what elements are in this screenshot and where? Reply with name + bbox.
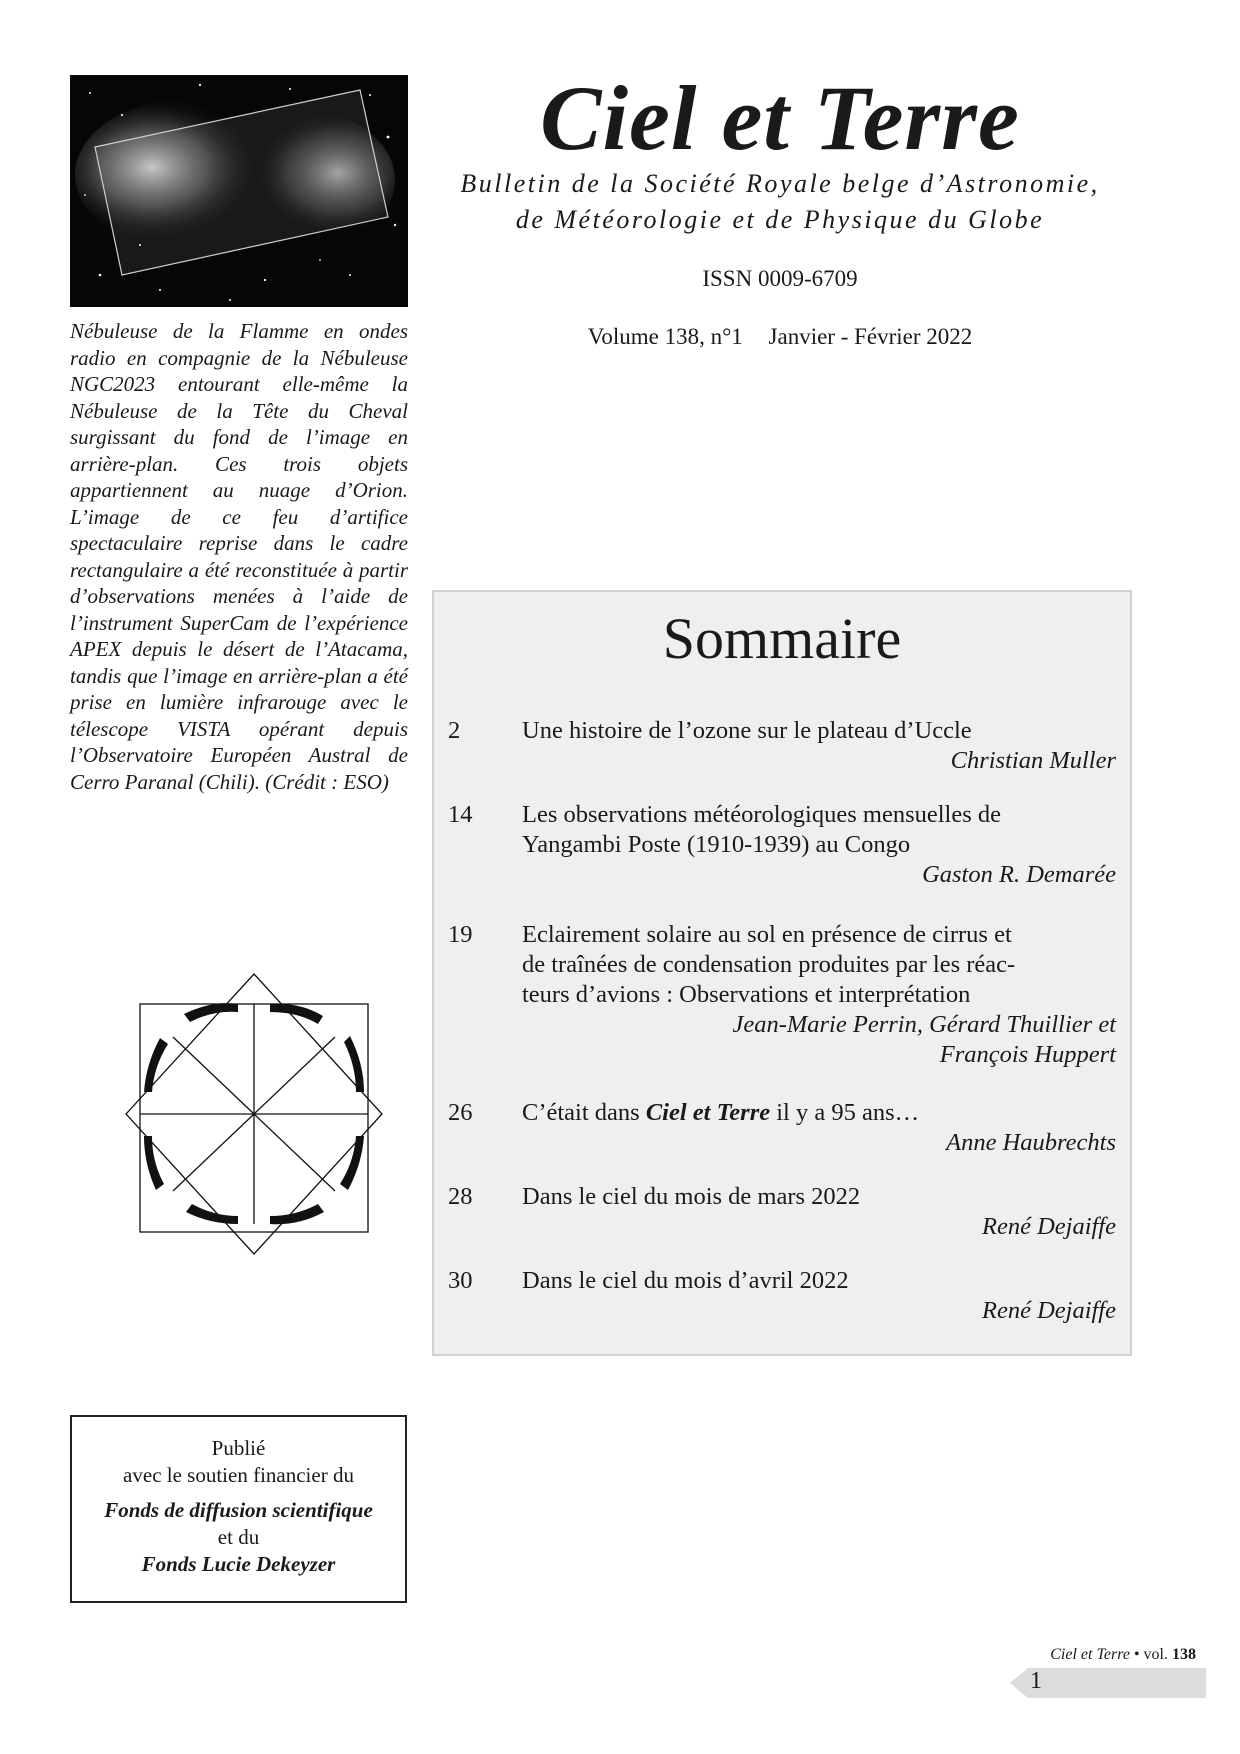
financial-support-box [70,1415,407,1603]
toc-article-title: Dans le ciel du mois d’avril 2022 [522,1267,849,1294]
footer-journal-name: Ciel et Terre [1050,1646,1130,1663]
subtitle-line: de Météorologie et de Physique du Globe [515,205,1045,234]
funder-name: Fonds Lucie Dekeyzer [141,1552,336,1576]
footer-vol-label: vol. [1143,1646,1168,1663]
toc-page-number: 14 [448,801,473,828]
toc-entry[interactable] [448,1182,1116,1242]
toc-entry[interactable] [448,920,1116,1070]
support-line: et du [217,1525,260,1549]
toc-entry[interactable] [448,1266,1116,1326]
toc-page-number: 26 [448,1099,473,1126]
footer-journal-ref [1000,1645,1196,1665]
toc-entry[interactable] [448,1098,1116,1158]
title-text: il y a 95 ans… [770,1099,920,1126]
journal-title: Ciel et Terre [540,67,1020,169]
table-of-contents [432,590,1132,1356]
page-number: 1 [1030,1668,1042,1694]
issue-date: Janvier - Février 2022 [768,324,973,349]
toc-author: Jean-Marie Perrin, Gérard Thuillier et [732,1011,1116,1038]
toc-article-title [522,1098,1116,1128]
toc-page-number: 2 [448,717,461,744]
volume-line [430,324,1130,350]
toc-entry[interactable] [448,800,1116,890]
toc-article-title: Les observations météorologiques mensuelles de [522,801,1001,828]
support-line: Publié [211,1436,266,1460]
toc-author: René Dejaiffe [981,1297,1116,1324]
toc-author: Anne Haubrechts [946,1129,1116,1156]
toc-article-title: Eclairement solaire au sol en présence de cirrus et [522,921,1012,948]
issn: ISSN 0009-6709 [702,266,858,291]
footer-bullet: • [1133,1646,1140,1663]
journal-subtitle [430,166,1130,238]
toc-article-title: Dans le ciel du mois de mars 2022 [522,1183,861,1210]
toc-page-number: 30 [448,1267,473,1294]
toc-author: René Dejaiffe [981,1213,1116,1240]
title-journal-name: Ciel et Terre [645,1099,771,1126]
toc-entry[interactable] [448,716,1116,776]
funder-name: Fonds de diffusion scientifique [104,1498,373,1522]
title-text: C’était dans [522,1099,646,1126]
society-logo [118,966,390,1262]
toc-article-title: Une histoire de l’ozone sur le plateau d’Uccle [522,717,972,744]
subtitle-line: Bulletin de la Société Royale belge d’Astronomie, [460,169,1100,198]
toc-title: Sommaire [662,606,902,671]
toc-article-title: teurs d’avions : Observations et interprétation [522,981,971,1008]
toc-article-title: Yangambi Poste (1910-1939) au Congo [522,831,911,858]
cover-image [70,75,408,307]
toc-author: Christian Muller [950,747,1116,774]
footer-vol-number: 138 [1172,1646,1196,1663]
cover-caption: Nébuleuse de la Flamme en ondes radio en compagnie de la Nébuleuse NGC2023 entourant elle-même la Nébuleuse de la Tête du Cheval surgissant du fond de l’image en arrière-plan. Ces trois objets appartiennent au nuage d’Orion. L’image de ce feu d’artifice spectaculaire reprise dans le cadre rectangulaire a été reconstituée à partir d’observations menées à l’aide de l’instrument SuperCam de l’expérience APEX depuis le désert de l’Atacama, tandis que l’image en arrière-plan a été prise en lumière infrarouge avec le télescope VISTA opérant depuis l’Observatoire Européen Austral de Cerro Paranal (Chili). (Crédit : ESO) [70,319,408,794]
toc-page-number: 19 [448,921,473,948]
toc-page-number: 28 [448,1183,473,1210]
volume-number: Volume 138, n°1 [587,324,743,349]
support-line: avec le soutien financier du [123,1463,354,1487]
toc-article-title: de traînées de condensation produites par les réac- [522,951,1016,978]
toc-author: François Huppert [939,1041,1116,1068]
toc-author: Gaston R. Demarée [922,861,1116,888]
